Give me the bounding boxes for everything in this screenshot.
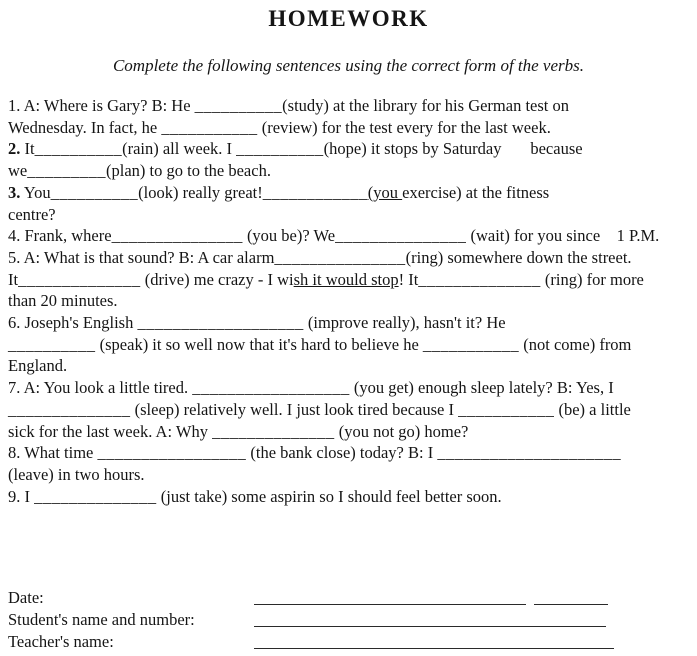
- exercise-line: [8, 442, 689, 464]
- text-segment: (you not go) home?: [334, 421, 469, 441]
- exercise-line: [8, 334, 689, 356]
- answer-blank: __________: [50, 182, 139, 202]
- text-segment: (you: [367, 182, 403, 202]
- teacher-name-label: Teacher's name:: [8, 632, 114, 651]
- text-segment: (you be)? We: [242, 226, 336, 246]
- text-segment: (sleep) relatively well. I just look tired because I: [130, 399, 459, 419]
- answer-blank: _________________: [97, 443, 247, 463]
- exercise-line: [8, 95, 689, 117]
- text-segment: (hope) it stops by Saturday because: [323, 139, 583, 159]
- text-segment: (study) at the library for his German test on: [282, 96, 569, 115]
- answer-blank: _______________: [274, 247, 406, 267]
- text-segment: (improve really), hasn't it? He: [303, 313, 506, 333]
- answer-blank: __________: [34, 139, 123, 159]
- text-segment: (review) for the test every for the last week.: [257, 117, 551, 137]
- text-segment: (not come) from: [519, 334, 632, 354]
- text-segment: 6. Joseph's English: [8, 313, 138, 333]
- text-segment: exercise) at the fitness: [402, 182, 550, 202]
- text-segment: (speak) it so well now that it's hard to believe he: [95, 334, 423, 354]
- text-segment: (look) really great!: [138, 182, 263, 202]
- answer-blank: ___________: [161, 117, 258, 137]
- answer-blank: ______________: [8, 399, 131, 419]
- student-fill-lines: [254, 610, 606, 630]
- answer-blank: ____________: [262, 182, 368, 202]
- exercise-line: [8, 117, 689, 139]
- answer-blank: ______________: [418, 269, 541, 289]
- exercise-line: [8, 377, 689, 399]
- teacher-fill-line: [254, 634, 614, 649]
- field-row-student: [8, 610, 689, 632]
- text-segment: (rain) all week. I: [122, 139, 237, 159]
- answer-blank: _______________: [335, 226, 467, 246]
- text-segment: sick for the last week. A: Why: [8, 421, 213, 441]
- text-segment: ! It: [398, 269, 419, 289]
- text-segment: centre?: [8, 204, 56, 224]
- text-segment: sh it would stop: [293, 269, 399, 289]
- text-segment: 1. A: Where is Gary? B: He: [8, 96, 195, 115]
- exercise-line: [8, 204, 689, 226]
- answer-blank: ___________________: [137, 313, 304, 333]
- text-segment: 3.: [8, 182, 21, 202]
- text-segment: (leave) in two hours.: [8, 464, 145, 484]
- student-name-label: Student's name and number:: [8, 610, 195, 629]
- exercise-line: [8, 399, 689, 421]
- field-row-date: [8, 588, 689, 610]
- answer-blank: _______________: [111, 226, 243, 246]
- text-segment: You: [20, 182, 51, 202]
- text-segment: than 20 minutes.: [8, 291, 118, 311]
- text-segment: (be) a little: [554, 399, 631, 419]
- date-fill-line: [254, 590, 526, 605]
- text-segment: England.: [8, 356, 68, 376]
- text-segment: 9. I: [8, 486, 35, 506]
- answer-blank: ___________: [458, 399, 555, 419]
- answer-blank: ______________: [18, 269, 141, 289]
- student-fill-line: [254, 612, 606, 627]
- text-segment: It: [20, 139, 35, 159]
- exercise-line: [8, 290, 689, 312]
- text-segment: Wednesday. In fact, he: [8, 117, 162, 137]
- exercise-line: [8, 269, 689, 291]
- exercise-line: [8, 182, 689, 204]
- exercise-line: [8, 160, 689, 182]
- text-segment: (plan) to go to the beach.: [106, 161, 271, 181]
- text-segment: (ring) for more: [540, 269, 644, 289]
- answer-blank: __________: [236, 139, 324, 159]
- text-segment: 7. A: You look a little tired.: [8, 378, 193, 398]
- answer-blank: __________: [194, 96, 283, 115]
- answer-blank: __________________: [192, 378, 350, 398]
- text-segment: (drive) me crazy - I wi: [140, 269, 294, 289]
- text-segment: (ring) somewhere down the street.: [405, 247, 632, 267]
- text-segment: we: [8, 161, 28, 181]
- text-segment: (wait) for you since 1 P.M.: [466, 226, 660, 246]
- exercise-line: [8, 355, 689, 377]
- teacher-fill-lines: [254, 632, 614, 652]
- exercise-text: [8, 95, 689, 507]
- answer-blank: __________: [8, 334, 96, 354]
- exercise-line: [8, 225, 689, 247]
- instructions-text: Complete the following sentences using the correct form of the verbs.: [112, 56, 585, 75]
- date-label: Date:: [8, 588, 44, 607]
- field-row-teacher: [8, 632, 689, 654]
- date-fill-lines: [254, 588, 608, 608]
- text-segment: (you get) enough sleep lately? B: Yes, I: [349, 378, 614, 398]
- text-segment: 8. What time: [8, 443, 98, 463]
- text-segment: 2.: [8, 139, 21, 159]
- exercise-line: [8, 486, 689, 508]
- text-segment: (just take) some aspirin so I should feel better soon.: [156, 486, 502, 506]
- answer-blank: _________: [27, 161, 106, 181]
- exercise-line: [8, 464, 689, 486]
- answer-blank: _____________________: [437, 443, 622, 463]
- text-segment: 4. Frank, where: [8, 226, 112, 246]
- exercise-line: [8, 247, 689, 269]
- answer-blank: ______________: [34, 486, 157, 506]
- exercise-line: [8, 138, 689, 160]
- text-segment: 5. A: What is that sound? B: A car alarm: [8, 247, 275, 267]
- date-fill-line-2: [534, 590, 608, 605]
- answer-blank: ______________: [212, 421, 335, 441]
- text-segment: It: [8, 269, 19, 289]
- answer-blank: ___________: [422, 334, 520, 354]
- exercise-line: [8, 421, 689, 443]
- signature-section: [8, 588, 689, 654]
- text-segment: (the bank close) today? B: I: [246, 443, 438, 463]
- exercise-line: [8, 312, 689, 334]
- page-title: HOMEWORK: [268, 6, 429, 31]
